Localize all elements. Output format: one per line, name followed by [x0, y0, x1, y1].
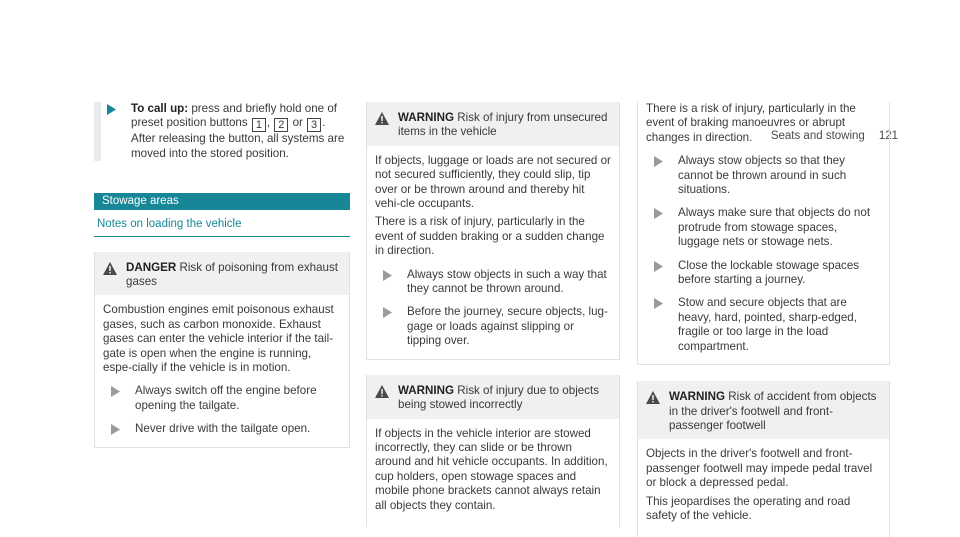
warning-title: Risk of injury from unsecured items in the vehicle [398, 111, 608, 139]
danger-box [94, 252, 350, 448]
warning-header [367, 375, 619, 419]
triangle-bullet-icon [654, 156, 664, 168]
triangle-bullet-icon [654, 298, 664, 310]
column-3 [637, 102, 890, 537]
preset-button-1-glyph: 1 [252, 118, 266, 132]
triangle-bullet-icon [107, 104, 117, 116]
warning-box-stowed [366, 375, 620, 527]
danger-title: Risk of poisoning from exhaust gases [126, 260, 338, 289]
call-up-instruction [94, 102, 350, 161]
warning-body: If objects, luggage or loads are not secured or not secured sufficiently, they could slip, tip over or be thrown around and thereby hit vehi-cle occupants. There is a risk of injury, particularly in the event of sudden braking or a sudden change in direction. Always stow objects in such a way that they cannot be thrown around. Before the journey, secure objects, lug-gage or loads against slipping or tipping over. [375, 153, 611, 348]
list-item: Always make sure that objects do not protrude from stowage spaces, luggage nets or stowage nets. [646, 206, 881, 249]
warning-box-unsecured [366, 102, 620, 360]
warning-label: WARNING [398, 111, 455, 124]
warning-box-stowed-continued [637, 102, 890, 365]
triangle-bullet-icon [383, 270, 393, 282]
triangle-bullet-icon [111, 386, 121, 398]
triangle-bullet-icon [111, 424, 121, 436]
danger-text: Combustion engines emit poisonous exhaust gases, such as carbon monoxide. Exhaust gases can enter the vehicle interior if the tail-gate is open when the engine is running, espe-cially if the vehicle is in motion. [103, 303, 334, 375]
warning-triangle-icon [375, 112, 389, 125]
page-number: 121 [878, 130, 898, 142]
subheading: Notes on loading the vehicle [94, 217, 350, 236]
warning-triangle-icon [646, 391, 660, 404]
warning-triangle-icon [375, 385, 389, 398]
list-item: Always stow objects so that they cannot be thrown around in such situations. [646, 154, 881, 197]
danger-body [95, 295, 349, 446]
warning-header [638, 381, 889, 439]
preset-button-2-glyph: 2 [274, 118, 288, 132]
preset-button-3-glyph: 3 [307, 118, 321, 132]
column-2 [366, 102, 620, 527]
section-name: Seats and stowing [770, 130, 865, 142]
warning-body: Objects in the driver's footwell and front-passenger footwell may impede pedal travel or block a depressed pedal. This jeopardises the operating and road safety of the vehicle. [646, 447, 873, 522]
list-item: Stow and secure objects that are heavy, hard, pointed, sharp-edged, fragile or too large in the load compartment. [646, 296, 881, 354]
danger-label: DANGER [126, 260, 177, 274]
warning-label: WARNING [398, 383, 455, 397]
warning-body: There is a risk of injury, particularly in the event of braking manoeuvres or abrupt changes in direction. Always stow objects so that they cannot be thrown around in such situations. Always make sure that objects do not protrude from stowage spaces, luggage nets or stowage nets. Close the lockable stowage spaces before starting a journey. Stow and secure objects that are heavy, hard, pointed, sharp-edged, fragile or too large in the load compartment. [638, 102, 889, 364]
warning-title: Risk of accident from objects in the driver's footwell and front-passenger footwell [669, 390, 877, 432]
triangle-bullet-icon [654, 261, 664, 273]
list-item: Before the journey, secure objects, lug-gage or loads against slipping or tipping over. [375, 305, 611, 348]
call-up-after-text: After releasing the button, all systems are moved into the stored position. [131, 132, 345, 160]
list-item: Close the lockable stowage spaces before starting a journey. [646, 259, 881, 288]
warning-header [367, 102, 619, 146]
call-up-text: To call up: press and briefly hold one of preset position buttons 1 , 2 or 3 . After releasing the button, all systems are moved into the stored position. [131, 102, 345, 160]
call-up-lead: To call up: [131, 102, 189, 115]
warning-body: If objects in the vehicle interior are stowed incorrectly, they can slide or be thrown around and hit vehicle occupants. In addition, cup holders, open stowage spaces and mobile phone brackets cannot always retain all objects they contain. [375, 426, 608, 512]
list-item: Always switch off the engine before opening the tailgate. [103, 384, 341, 413]
list-item: Never drive with the tailgate open. [103, 422, 341, 436]
list-item: Always stow objects in such a way that they cannot be thrown around. [375, 268, 611, 297]
triangle-bullet-icon [383, 307, 393, 319]
warning-triangle-icon [103, 262, 117, 275]
warning-title: Risk of injury due to objects being stowed incorrectly [398, 383, 600, 412]
section-title: Stowage areas [94, 193, 350, 210]
warning-box-footwell [637, 381, 890, 537]
warning-label: WARNING [669, 390, 726, 404]
column-1 [94, 102, 350, 448]
danger-header [95, 252, 349, 296]
triangle-bullet-icon [654, 208, 664, 220]
